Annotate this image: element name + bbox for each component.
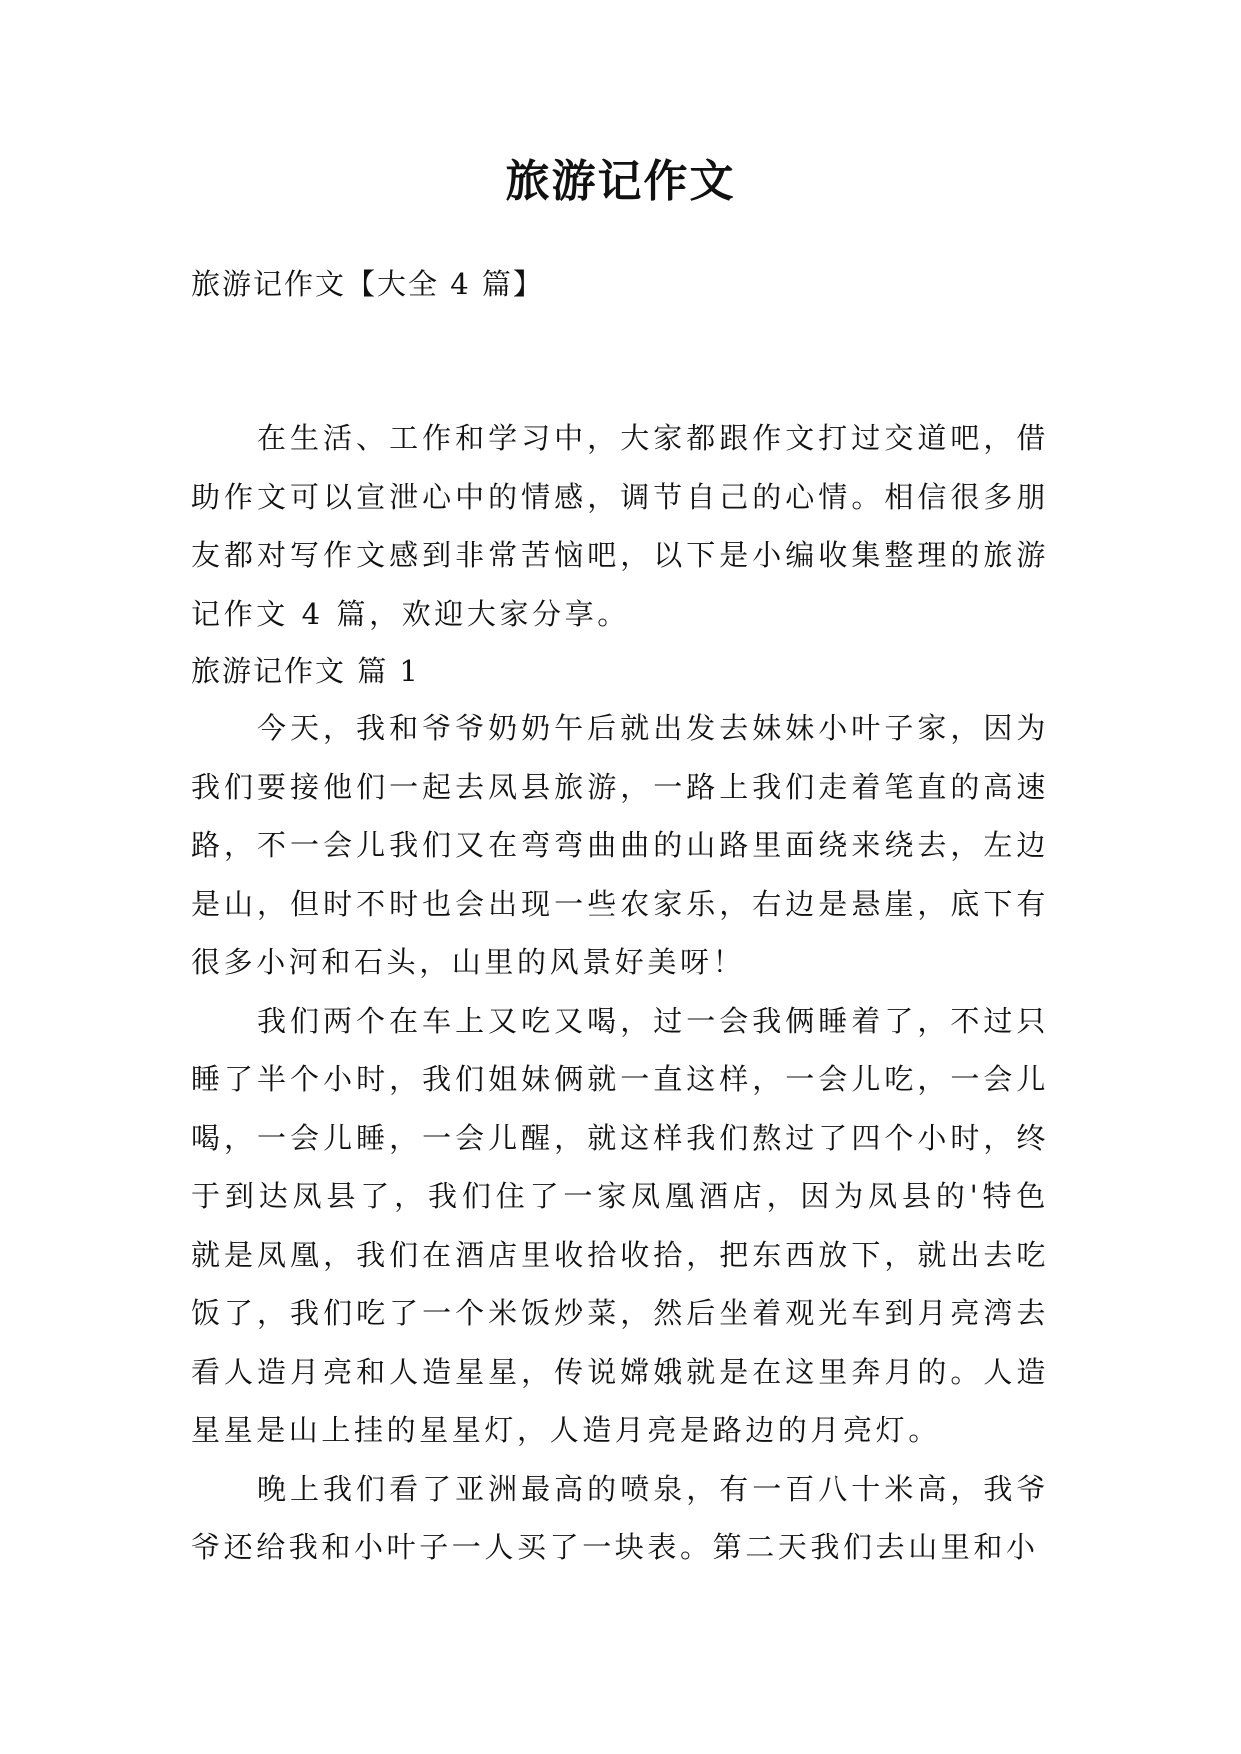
document-title: 旅游记作文 (505, 156, 736, 207)
document-subtitle: 旅游记作文【大全 4 篇】 (191, 267, 544, 301)
body-paragraph: 今天，我和爷爷奶奶午后就出发去妹妹小叶子家，因为我们要接他们一起去凤县旅游，一路上我们走着笔直的高速路，不一会儿我们又在弯弯曲曲的山路里面绕来绕去，左边是山，但时不时也会出现一些农家乐，右边是悬崖，底下有很多小河和石头，山里的风景好美呀！ (191, 711, 1049, 979)
document-body (191, 409, 1049, 1577)
intro-paragraph: 在生活、工作和学习中，大家都跟作文打过交道吧，借助作文可以宣泄心中的情感，调节自己的心情。相信很多朋友都对写作文感到非常苦恼吧，以下是小编收集整理的旅游记作文 4 篇，欢迎大家分享。 (191, 421, 1049, 631)
section-heading: 旅游记作文 篇 1 (191, 654, 420, 688)
body-paragraph: 我们两个在车上又吃又喝，过一会我俩睡着了，不过只睡了半个小时，我们姐妹俩就一直这样，一会儿吃，一会儿喝，一会儿睡，一会儿醒，就这样我们熬过了四个小时，终于到达凤县了，我们住了一家凤凰酒店，因为凤县的'特色就是凤凰，我们在酒店里收拾收拾，把东西放下，就出去吃饭了，我们吃了一个米饭炒菜，然后坐着观光车到月亮湾去看人造月亮和人造星星，传说嫦娥就是在这里奔月的。人造星星是山上挂的星星灯，人造月亮是路边的月亮灯。 (191, 1003, 1049, 1447)
body-paragraph: 晚上我们看了亚洲最高的喷泉，有一百八十米高，我爷爷还给我和小叶子一人买了一块表。第二天我们去山里和小 (191, 1471, 1049, 1564)
